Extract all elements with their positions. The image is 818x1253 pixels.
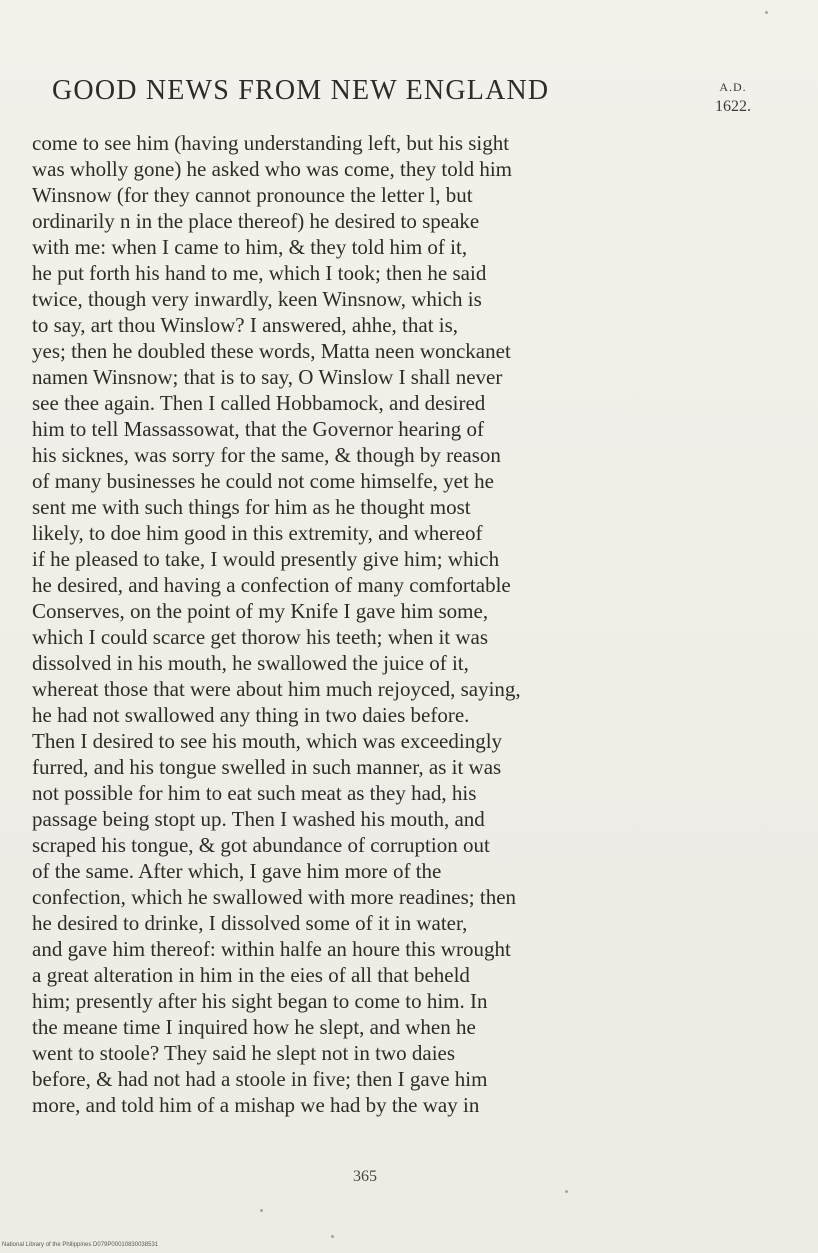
text-line: dissolved in his mouth, he swallowed the juice of it,	[32, 651, 469, 675]
text-line: before, & had not had a stoole in five; then I gave him	[32, 1067, 488, 1091]
text-line: scraped his tongue, & got abundance of corruption out	[32, 833, 490, 857]
text-line: of the same. After which, I gave him more of the	[32, 859, 442, 883]
text-line: him to tell Massassowat, that the Governor hearing of	[32, 417, 484, 441]
text-line: Conserves, on the point of my Knife I gave him some,	[32, 599, 489, 623]
year-margin-note	[698, 77, 768, 117]
scan-speck	[260, 1209, 263, 1212]
text-line: Then I desired to see his mouth, which was exceedingly	[32, 729, 503, 753]
text-line: yes; then he doubled these words, Matta neen wonckanet	[32, 339, 511, 363]
scan-speck	[331, 1235, 334, 1238]
text-line: of many businesses he could not come himselfe, yet he	[32, 469, 494, 493]
text-line: a great alteration in him in the eies of all that beheld	[32, 963, 470, 987]
era-label: A.D.	[719, 80, 747, 94]
text-line: whereat those that were about him much rejoyced, saying,	[32, 677, 521, 701]
text-line: furred, and his tongue swelled in such manner, as it was	[32, 755, 502, 779]
text-line: twice, though very inwardly, keen Winsnow, which is	[32, 287, 482, 311]
text-line: his sicknes, was sorry for the same, & though by reason	[32, 443, 501, 467]
text-line: to say, art thou Winslow? I answered, ahhe, that is,	[32, 313, 459, 337]
text-line: likely, to doe him good in this extremity, and whereof	[32, 521, 483, 545]
text-line: he desired to drinke, I dissolved some of it in water,	[32, 911, 468, 935]
text-line: Winsnow (for they cannot pronounce the letter l, but	[32, 183, 473, 207]
text-line: was wholly gone) he asked who was come, they told him	[32, 157, 512, 181]
text-line: confection, which he swallowed with more readines; then	[32, 885, 517, 909]
text-line: if he pleased to take, I would presently give him; which	[32, 547, 500, 571]
running-title: GOOD NEWS FROM NEW ENGLAND	[52, 75, 550, 106]
text-line: namen Winsnow; that is to say, O Winslow I shall never	[32, 365, 503, 389]
text-line: he had not swallowed any thing in two daies before.	[32, 703, 470, 727]
page-number: 365	[353, 1168, 377, 1185]
scan-speck	[565, 1190, 568, 1193]
text-line: which I could scarce get thorow his teeth; when it was	[32, 625, 489, 649]
text-line: he put forth his hand to me, which I took; then he said	[32, 261, 487, 285]
library-credit: National Library of the Philippines D079P00010830038531	[2, 1242, 159, 1248]
scan-speck	[765, 11, 768, 14]
text-line: come to see him (having understanding left, but his sight	[32, 131, 510, 155]
body-text	[32, 130, 672, 1118]
year-label: 1622.	[715, 98, 751, 115]
page-header	[52, 74, 772, 124]
text-line: not possible for him to eat such meat as they had, his	[32, 781, 477, 805]
text-line: see thee again. Then I called Hobbamock, and desired	[32, 391, 486, 415]
text-line: went to stoole? They said he slept not in two daies	[32, 1041, 456, 1065]
text-line: and gave him thereof: within halfe an houre this wrought	[32, 937, 511, 961]
text-line: with me: when I came to him, & they told him of it,	[32, 235, 468, 259]
text-line: he desired, and having a confection of many comfortable	[32, 573, 511, 597]
text-line: ordinarily n in the place thereof) he desired to speake	[32, 209, 480, 233]
text-line: more, and told him of a mishap we had by the way in	[32, 1093, 480, 1117]
text-line: the meane time I inquired how he slept, and when he	[32, 1015, 476, 1039]
text-line: passage being stopt up. Then I washed his mouth, and	[32, 807, 485, 831]
text-line: him; presently after his sight began to come to him. In	[32, 989, 488, 1013]
text-line: sent me with such things for him as he thought most	[32, 495, 471, 519]
